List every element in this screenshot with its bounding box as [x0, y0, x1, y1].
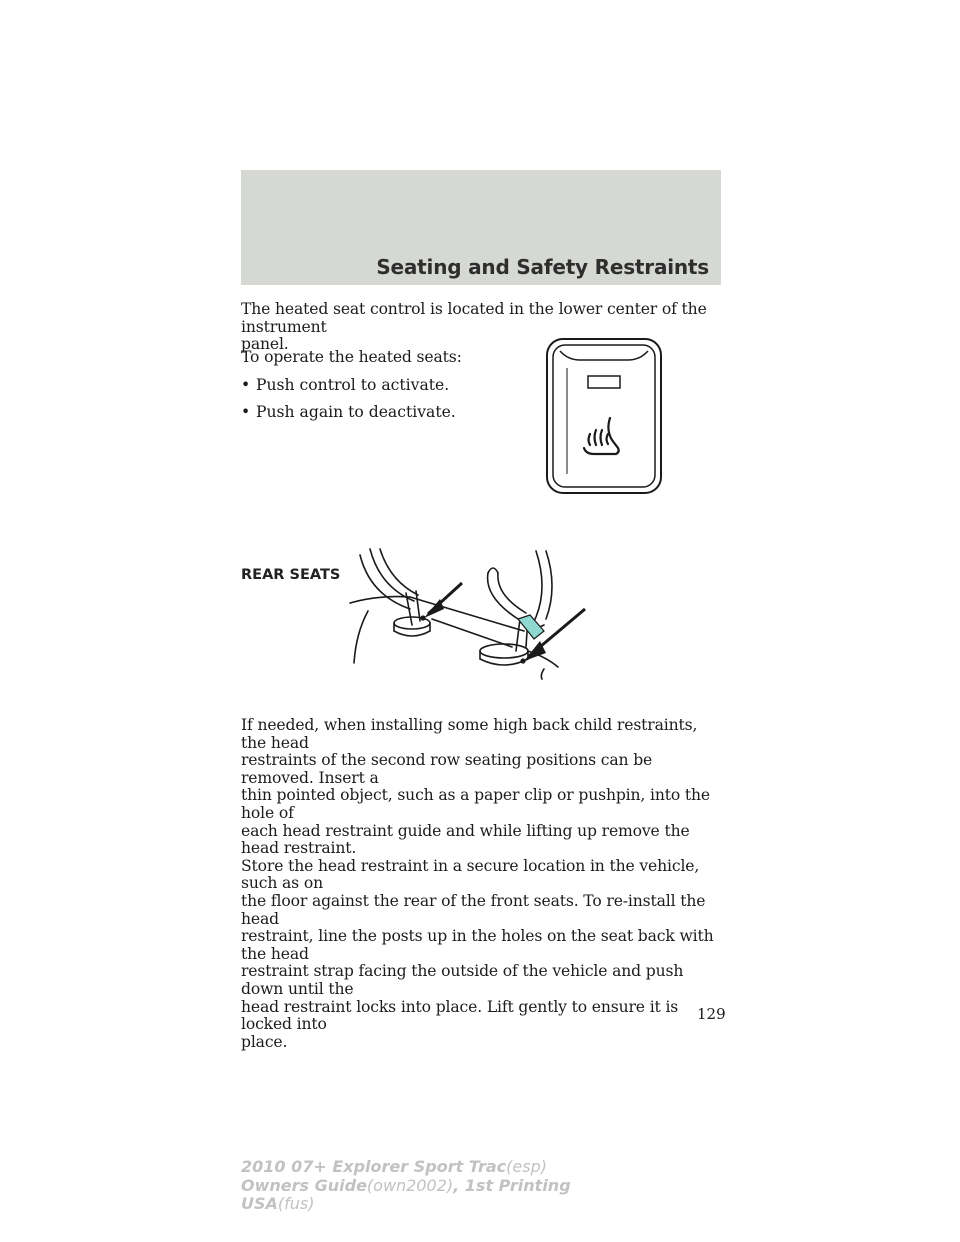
paragraph-line: Store the head restraint in a secure location in the vehicle, such as on — [241, 856, 700, 893]
footer-guide-code: (own2002) — [366, 1175, 454, 1195]
footer-vehicle: 2010 07+ Explorer Sport Trac — [241, 1157, 507, 1176]
rear-seats-heading: REAR SEATS — [241, 567, 341, 583]
paragraph-line: head restraint locks into place. Lift gently to ensure it is locked into — [241, 997, 679, 1034]
paragraph-line: each head restraint guide and while lifting up remove the head restraint. — [241, 821, 690, 858]
bullet-dot: • — [241, 403, 251, 421]
operate-intro: To operate the heated seats: — [241, 348, 462, 366]
intro-line-2: panel. — [241, 335, 289, 354]
paragraph-line: If needed, when installing some high back child restraints, the head — [241, 716, 698, 752]
paragraph-line: the floor against the rear of the front seats. To re-install the head — [241, 891, 706, 928]
paragraph-line: restraint, line the posts up in the holes on the seat back with the head — [241, 927, 714, 963]
page-number: 129 — [697, 1005, 726, 1023]
paragraph-line: thin pointed object, such as a paper clip or pushpin, into the hole of — [241, 786, 710, 822]
section-title: Seating and Safety Restraints — [376, 255, 709, 279]
intro-line-1: The heated seat control is located in the lower center of the instrument — [241, 300, 707, 336]
rear-seat-head-restraint-illustration — [348, 547, 596, 680]
footer-line-2 — [241, 1177, 571, 1196]
header-band — [241, 170, 721, 285]
footer-market: USA — [241, 1194, 278, 1213]
footer-line-1 — [241, 1158, 571, 1177]
paragraph-line: restraint strap facing the outside of the vehicle and push down until the — [241, 962, 684, 998]
footer-guide: Owners Guide — [241, 1175, 367, 1195]
bullet-text: Push control to activate. — [256, 376, 450, 394]
bullet-text: Push again to deactivate. — [256, 403, 456, 421]
bullet-item — [241, 376, 449, 394]
footer-printing-info — [241, 1158, 571, 1214]
footer-line-3 — [241, 1195, 571, 1214]
removal-paragraph — [241, 717, 721, 1051]
footer-vehicle-code: (esp) — [506, 1157, 547, 1176]
paragraph-line: place. — [241, 1032, 288, 1051]
bullet-item — [241, 403, 456, 421]
heated-seat-control-illustration — [540, 334, 670, 498]
bullet-dot: • — [241, 376, 251, 394]
paragraph-line: restraints of the second row seating positions can be removed. Insert a — [241, 751, 653, 787]
footer-market-code: (fus) — [277, 1194, 315, 1213]
footer-printing: , 1st Printing — [453, 1175, 571, 1195]
